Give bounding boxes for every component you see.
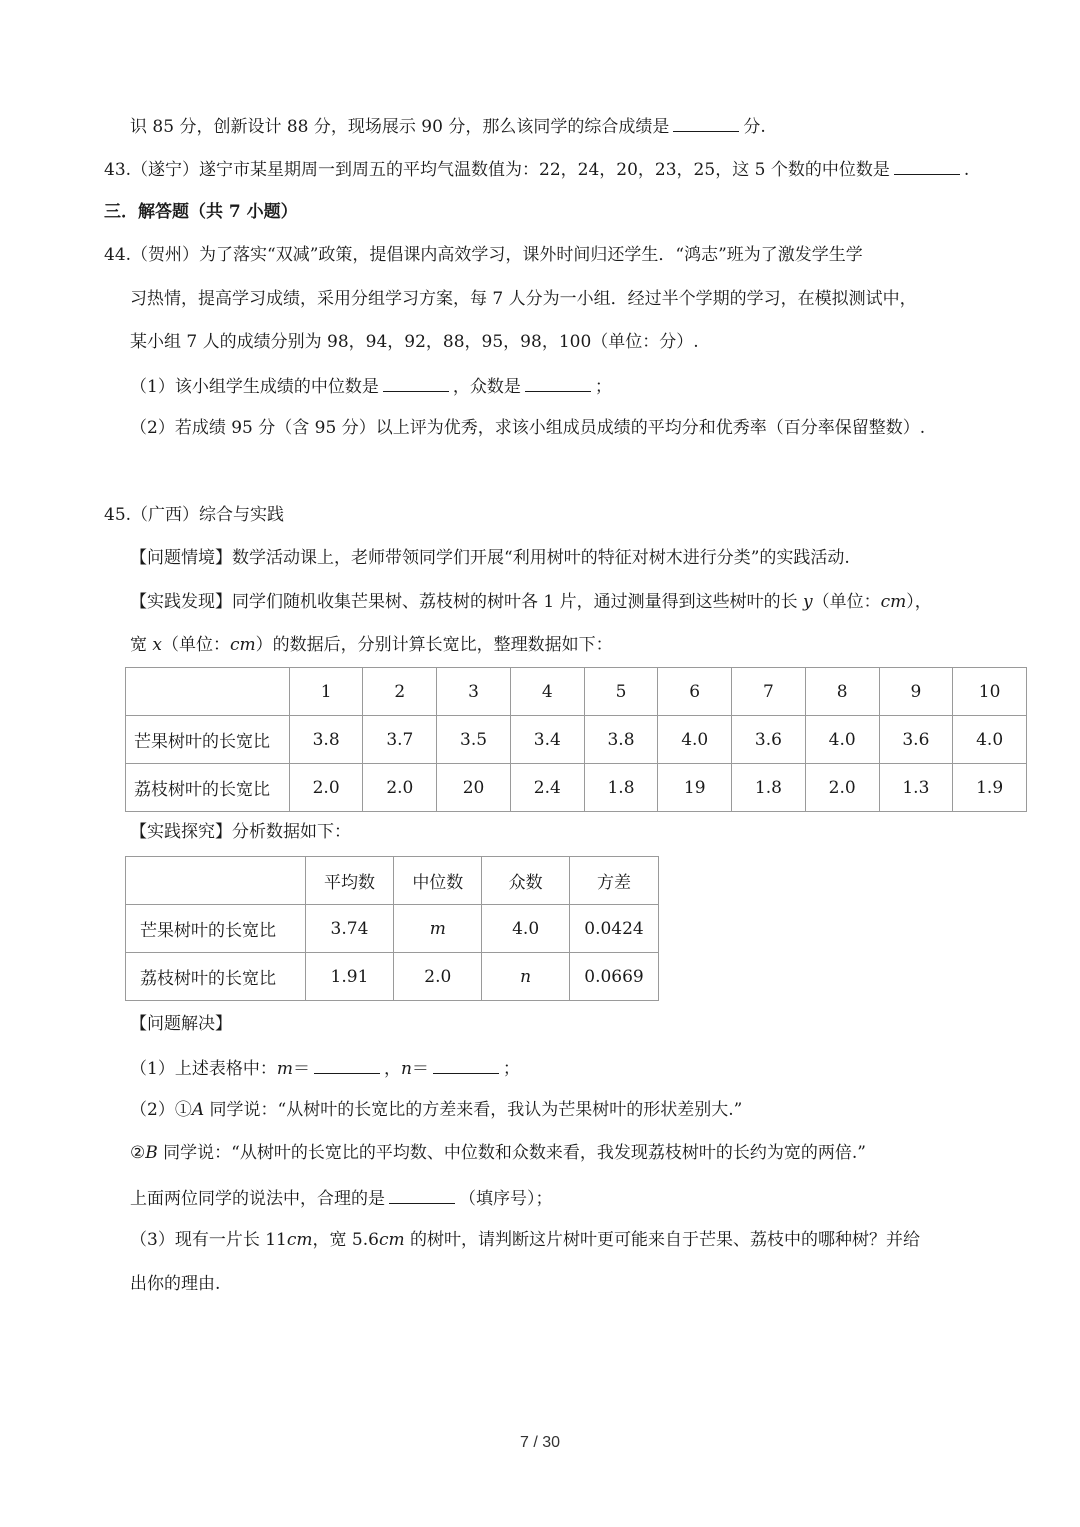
table-cell: 中位数 [394,857,482,905]
table-cell: 方差 [570,857,659,905]
text-segment: ，众数是 [452,377,521,397]
table-cell: 3.8 [289,716,363,764]
text-segment: ； [502,1059,520,1079]
text-segment: （3）现有一片长 11 [130,1230,287,1250]
text-segment: 【实践发现】同学们随机收集芒果树、荔枝树的树叶各 1 片，通过测量得到这些树叶的长 [130,592,798,612]
text-segment: 的树叶，请判断这片树叶更可能来自于芒果、荔枝中的哪种树？并给 [404,1230,921,1250]
text-segment: ，宽 5.6 [312,1230,379,1250]
table-cell: 7 [732,668,806,716]
analysis-table [125,856,659,1001]
variable-a: A [191,1100,205,1120]
table-cell: 20 [437,764,511,812]
table-cell [126,668,290,716]
answer-blank[interactable] [525,373,591,392]
text-segment: ＝ [292,1059,310,1079]
variable-m: m [276,1059,293,1079]
section-heading: 三．解答题（共 7 小题） [104,202,298,222]
text-segment: 宽 [130,635,147,655]
question-44-part-1 [130,373,612,399]
question-45-part-1 [130,1055,520,1081]
table-cell: 5 [584,668,658,716]
table-cell: 1.3 [879,764,953,812]
question-45-part-2-statement-b [130,1141,866,1165]
table-row [126,953,659,1001]
text-segment: （1）上述表格中： [130,1059,277,1079]
text-line [130,113,766,139]
table-cell: 2.0 [289,764,363,812]
question-45-part-3-line-1 [130,1228,920,1252]
answer-blank[interactable] [314,1055,380,1074]
table-cell: 1.8 [584,764,658,812]
table-cell: 3.8 [584,716,658,764]
practice-discovery-line-1 [130,590,932,614]
text-segment: ＝ [411,1059,429,1079]
text-segment: 上面两位同学的说法中，合理的是 [130,1189,385,1209]
table-cell [126,857,306,905]
row-header: 荔枝树叶的长宽比 [126,953,306,1001]
table-cell: 4 [510,668,584,716]
unit-cm: cm [286,1230,313,1250]
text-segment: ② [130,1143,146,1163]
table-cell: 2.0 [363,764,437,812]
text-segment: ）， [906,592,932,612]
text-segment: 分. [743,117,766,137]
table-cell: 3.4 [510,716,584,764]
table-cell: 3.6 [879,716,953,764]
table-cell: 众数 [482,857,570,905]
table-cell: 3 [437,668,511,716]
variable-x: x [152,635,162,655]
table-cell: 平均数 [305,857,394,905]
practice-exploration: 【实践探究】分析数据如下： [130,822,351,842]
row-header: 荔枝树叶的长宽比 [126,764,290,812]
unit-cm: cm [230,635,256,655]
variable-n: n [400,1059,412,1079]
unit-cm: cm [880,592,907,612]
table-row [126,764,1027,812]
text-segment: 识 85 分，创新设计 88 分，现场展示 90 分，那么该同学的综合成绩是 [130,117,670,137]
leaf-ratio-table [125,667,1027,812]
variable-b: B [145,1143,158,1163]
table-cell: 3.5 [437,716,511,764]
row-header: 芒果树叶的长宽比 [126,716,290,764]
table-header-row [126,857,659,905]
table-cell: 3.7 [363,716,437,764]
text-segment: 同学说：“从树叶的长宽比的平均数、中位数和众数来看，我发现荔枝树叶的长约为宽的两倍.” [157,1143,866,1163]
table-cell: 0.0424 [570,905,659,953]
page-number: 7 / 30 [519,1434,561,1451]
question-44-part-2: （2）若成绩 95 分（含 95 分）以上评为优秀，求该小组成员成绩的平均分和优秀率（百分率保留整数）. [130,418,926,438]
table-cell: 4.0 [658,716,732,764]
table-cell: 3.74 [305,905,394,953]
question-43 [104,156,969,182]
answer-blank[interactable] [673,113,739,132]
table-cell: 4.0 [805,716,879,764]
text-segment: . [963,160,970,180]
text-segment: ； [594,377,612,397]
text-segment: （单位： [162,635,230,655]
table-cell: 2.0 [805,764,879,812]
table-cell: 1 [289,668,363,716]
text-segment: （单位： [812,592,881,612]
table-cell: 9 [879,668,953,716]
text-segment: 43.（遂宁）遂宁市某星期周一到周五的平均气温数值为：22，24，20，23，25，这 5 个数的中位数是 [104,160,890,180]
answer-blank[interactable] [433,1055,499,1074]
text-segment: （2）① [130,1100,192,1120]
table-cell: 19 [658,764,732,812]
answer-blank[interactable] [383,373,449,392]
text-segment: （填序号）； [459,1189,553,1209]
question-44-line-2: 习热情，提高学习成绩，采用分组学习方案，每 7 人分为一小组．经过半个学期的学习，在模拟测试中， [130,289,917,309]
table-cell: n [482,953,570,1001]
text-segment: （1）该小组学生成绩的中位数是 [130,377,379,397]
table-cell: 1.91 [305,953,394,1001]
table-cell: m [394,905,482,953]
question-44-line-3: 某小组 7 人的成绩分别为 98，94，92，88，95，98，100（单位：分）. [130,332,699,352]
text-segment: ， [383,1059,401,1079]
table-row [126,905,659,953]
table-cell: 0.0669 [570,953,659,1001]
table-cell: 4.0 [953,716,1027,764]
table-header-row [126,668,1027,716]
table-cell: 1.8 [732,764,806,812]
table-cell: 10 [953,668,1027,716]
table-cell: 3.6 [732,716,806,764]
text-segment: 同学说：“从树叶的长宽比的方差来看，我认为芒果树叶的形状差别大.” [204,1100,743,1120]
problem-context: 【问题情境】数学活动课上，老师带领同学们开展“利用树叶的特征对树木进行分类”的实践活动. [130,548,850,568]
table-cell: 6 [658,668,732,716]
table-cell: 8 [805,668,879,716]
table-cell: 2.0 [394,953,482,1001]
question-45-part-2-prompt [130,1185,553,1211]
table-cell: 2.4 [510,764,584,812]
variable-y: y [803,592,813,612]
question-45-part-3-line-2: 出你的理由. [130,1274,221,1294]
question-44-line-1: 44.（贺州）为了落实“双减”政策，提倡课内高效学习，课外时间归还学生．“鸿志”班为了激发学生学 [104,245,863,265]
practice-discovery-line-2 [130,633,613,657]
answer-blank[interactable] [389,1185,455,1204]
table-cell: 1.9 [953,764,1027,812]
question-45-part-2-statement-a [130,1098,742,1122]
question-45-title: 45.（广西）综合与实践 [104,505,285,525]
text-segment: ）的数据后，分别计算长宽比，整理数据如下： [255,635,613,655]
answer-blank[interactable] [894,156,960,175]
unit-cm: cm [378,1230,405,1250]
table-cell: 4.0 [482,905,570,953]
problem-solving-heading: 【问题解决】 [130,1014,232,1034]
table-row [126,716,1027,764]
table-cell: 2 [363,668,437,716]
row-header: 芒果树叶的长宽比 [126,905,306,953]
